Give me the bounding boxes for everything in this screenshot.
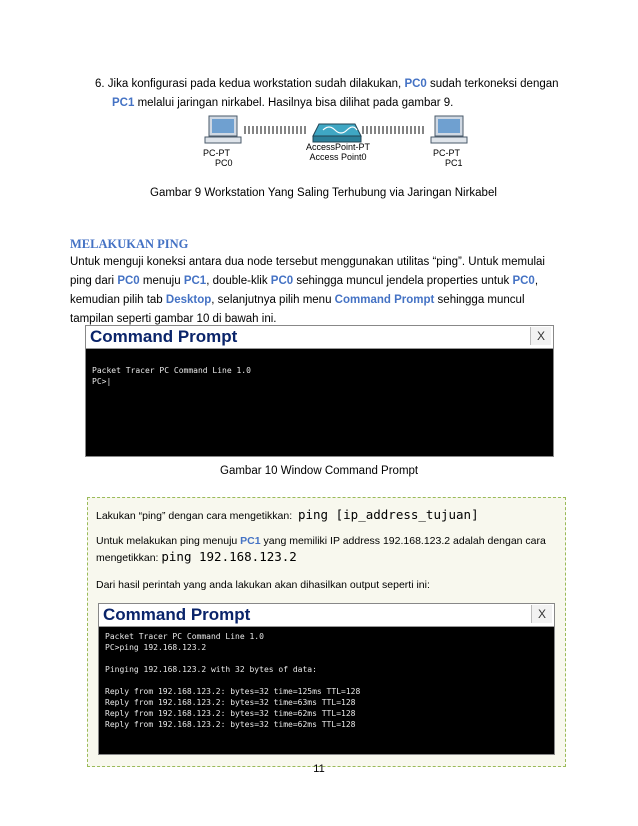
step-text: . Hasilnya bisa dilihat pada gambar 9. xyxy=(261,97,454,109)
paragraph-line xyxy=(70,291,570,310)
figure-9-caption: Gambar 9 Workstation Yang Saling Terhubung via Jaringan Nirkabel xyxy=(150,187,497,199)
device-name: Access Point0 xyxy=(309,152,367,162)
terminal-line xyxy=(105,653,548,664)
text: , selanjutnya pilih menu xyxy=(211,294,332,306)
command-syntax: ping [ip_address_tujuan] xyxy=(297,507,479,522)
pc1-highlight: PC1 xyxy=(240,535,261,547)
command-prompt-highlight: Command Prompt xyxy=(334,294,435,306)
step-text: melalui jaringan nirkabel xyxy=(137,97,262,109)
paragraph-line xyxy=(70,272,570,291)
section-heading: MELAKUKAN PING xyxy=(70,237,189,251)
device-name: PC0 xyxy=(215,158,233,168)
close-button[interactable]: X xyxy=(530,327,551,345)
text: sehingga muncul jendela properties untuk xyxy=(296,275,510,287)
device-type: AccessPoint-PT xyxy=(305,142,371,152)
text: menuju xyxy=(142,275,181,287)
pc-icon xyxy=(205,116,241,143)
step-6-paragraph xyxy=(95,75,565,113)
text: ping dari xyxy=(70,275,115,287)
terminal-line: PC>| xyxy=(92,377,112,386)
pc-icon xyxy=(431,116,467,143)
terminal-line: Reply from 192.168.123.2: bytes=32 time=62ms TTL=128 xyxy=(105,720,356,729)
instruction-box xyxy=(87,497,566,767)
paragraph-line: tampilan seperti gambar 10 di bawah ini. xyxy=(70,313,277,325)
device-type: PC-PT xyxy=(433,148,460,158)
terminal-line xyxy=(105,675,548,686)
pc1-highlight: PC1 xyxy=(183,275,207,287)
box-line xyxy=(96,506,479,525)
window-title: Command Prompt xyxy=(103,605,251,624)
text: Lakukan “ping” dengan cara mengetikkan: xyxy=(96,510,293,522)
network-diagram xyxy=(195,112,475,172)
terminal-line: Packet Tracer PC Command Line 1.0 xyxy=(92,366,251,375)
window-title: Command Prompt xyxy=(90,327,238,346)
pc1-label xyxy=(433,148,463,168)
ping-paragraph xyxy=(70,253,570,329)
window-titlebar xyxy=(99,604,554,627)
page-number: 11 xyxy=(313,763,325,775)
terminal-line: Reply from 192.168.123.2: bytes=32 time=62ms TTL=128 xyxy=(105,709,356,718)
text: , double-klik xyxy=(206,275,268,287)
access-point-label xyxy=(293,142,383,162)
box-line: Dari hasil perintah yang anda lakukan akan dihasilkan output seperti ini: xyxy=(96,579,430,591)
wireless-link-right xyxy=(363,126,423,134)
text: sehingga muncul xyxy=(437,294,525,306)
text: mengetikkan: xyxy=(96,552,159,564)
text: Untuk melakukan ping menuju xyxy=(96,535,238,547)
pc0-highlight: PC0 xyxy=(117,275,140,287)
command-prompt-window xyxy=(98,603,555,755)
access-point-icon xyxy=(313,124,361,142)
text: , xyxy=(534,275,539,287)
step-number: 6. xyxy=(95,78,105,90)
terminal-line: Packet Tracer PC Command Line 1.0 xyxy=(105,632,264,641)
terminal-line: Reply from 192.168.123.2: bytes=32 time=63ms TTL=128 xyxy=(105,698,356,707)
wireless-link-left xyxy=(245,126,305,134)
paragraph-line: Untuk menguji koneksi antara dua node tersebut menggunakan utilitas “ping”. Untuk memulai xyxy=(70,256,545,268)
pc0-highlight: PC0 xyxy=(270,275,294,287)
window-titlebar xyxy=(86,326,553,349)
device-name: PC1 xyxy=(445,158,463,168)
terminal-line: Reply from 192.168.123.2: bytes=32 time=125ms TTL=128 xyxy=(105,687,361,696)
pc0-label xyxy=(203,148,233,168)
step-text: sudah terkoneksi dengan xyxy=(430,78,559,90)
step-text: Jika konfigurasi pada kedua workstation sudah dilakukan, xyxy=(107,78,402,90)
device-type: PC-PT xyxy=(203,148,230,158)
terminal-line: Pinging 192.168.123.2 with 32 bytes of data: xyxy=(105,665,317,674)
close-button[interactable]: X xyxy=(531,605,552,623)
command-example: ping 192.168.123.2 xyxy=(161,549,297,564)
figure-10-caption: Gambar 10 Window Command Prompt xyxy=(220,465,419,477)
pc0-highlight: PC0 xyxy=(404,78,427,90)
desktop-tab-highlight: Desktop xyxy=(165,294,212,306)
text: yang memiliki IP address 192.168.123.2 adalah dengan cara xyxy=(263,535,546,547)
command-prompt-window xyxy=(85,325,554,457)
text: kemudian pilih tab xyxy=(70,294,163,306)
box-line xyxy=(96,548,297,567)
pc0-highlight: PC0 xyxy=(512,275,535,287)
terminal-output[interactable] xyxy=(99,627,554,734)
terminal-output[interactable] xyxy=(86,349,553,391)
terminal-line: PC>ping 192.168.123.2 xyxy=(105,643,207,652)
pc1-highlight: PC1 xyxy=(112,97,135,109)
